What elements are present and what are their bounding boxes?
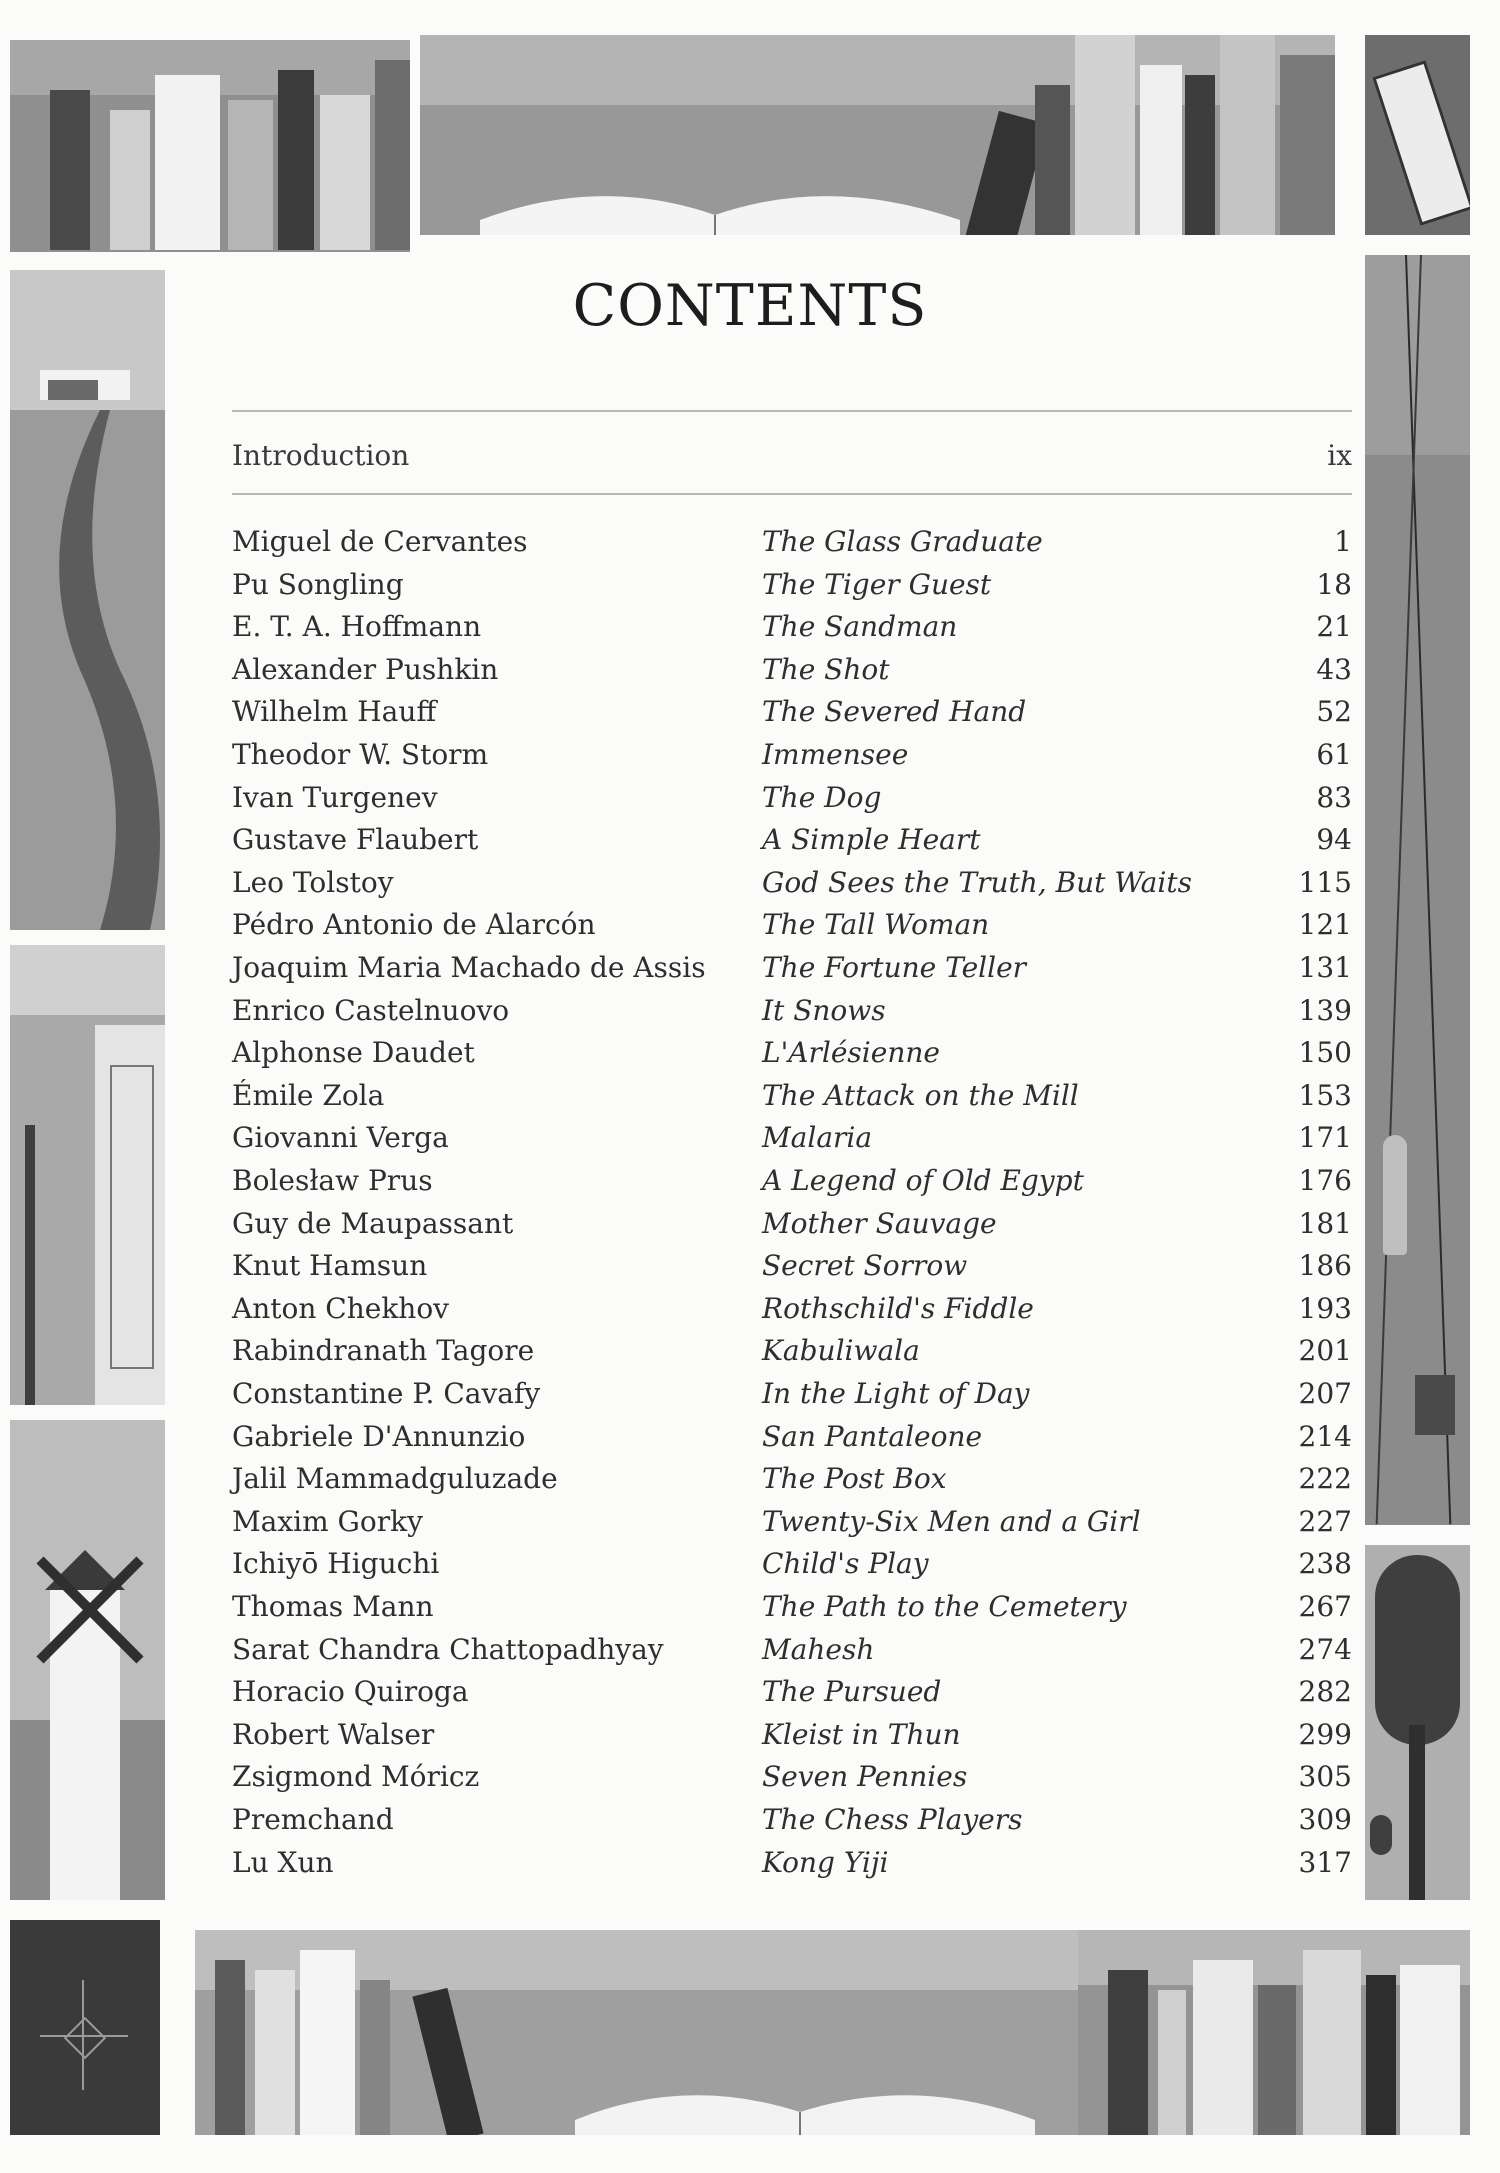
toc-page-number: 153 [1298,1078,1352,1112]
toc-story-title: Kabuliwala [762,1334,920,1368]
introduction-entry[interactable] [232,439,1352,472]
toc-page-number: 139 [1298,993,1352,1027]
toc-page-number: 309 [1298,1803,1352,1836]
toc-author: Alexander Pushkin [232,652,499,686]
toc-author: Ichiyō Higuchi [232,1547,440,1581]
toc-author: Horacio Quiroga [232,1675,469,1709]
fish-icon [1383,1135,1407,1255]
toc-story-title: The Severed Hand [762,695,1027,729]
toc-page-number: 150 [1298,1036,1352,1070]
toc-author: Émile Zola [232,1078,385,1112]
toc-story-title: A Simple Heart [762,823,981,857]
toc-page-number: 193 [1298,1291,1352,1325]
toc-entry[interactable] [232,908,1352,950]
toc-author: Lu Xun [232,1845,334,1879]
introduction-page: ix [1327,439,1352,472]
toc-story-title: The Post Box [762,1462,947,1496]
toc-page-number: 115 [1298,865,1352,899]
toc-story-title: The Tall Woman [762,908,990,942]
trees-panel-right [1365,1545,1470,1900]
toc-story-title: The Attack on the Mill [762,1078,1079,1112]
toc-entry[interactable] [232,1760,1352,1802]
toc-entry[interactable] [232,1675,1352,1717]
toc-entry[interactable] [232,1249,1352,1291]
fishing-line-panel-right [1365,255,1470,1525]
toc-author: Guy de Maupassant [232,1206,514,1240]
toc-page-number: 43 [1316,652,1352,686]
toc-entry[interactable] [232,1164,1352,1206]
star-panel-bottom-left [10,1920,160,2135]
toc-author: Premchand [232,1803,394,1836]
toc-story-title: Malaria [762,1121,873,1155]
contents-page [180,255,1352,1910]
toc-page-number: 274 [1298,1632,1352,1666]
toc-entry[interactable] [232,610,1352,652]
toc-story-title: Rothschild's Fiddle [762,1291,1034,1325]
spool-icon [1415,1375,1455,1435]
road-landscape-panel-left [10,270,165,930]
toc-page-number: 299 [1298,1717,1352,1751]
toc-entry[interactable] [232,866,1352,908]
open-book-icon [555,2050,1055,2135]
toc-author: Giovanni Verga [232,1121,449,1155]
toc-page-number: 21 [1316,610,1352,644]
toc-entry[interactable] [232,695,1352,737]
toc-author: Wilhelm Hauff [232,695,437,729]
toc-entry[interactable] [232,1377,1352,1419]
open-book-icon [460,155,980,235]
toc-author: Maxim Gorky [232,1504,423,1538]
toc-author: Knut Hamsun [232,1249,428,1283]
toc-entry[interactable] [232,1121,1352,1163]
road-icon [10,410,165,930]
toc-author: Anton Chekhov [232,1291,449,1325]
toc-author: Gustave Flaubert [232,823,479,857]
toc-entry[interactable] [232,525,1352,567]
toc-author: Alphonse Daudet [232,1036,475,1070]
toc-entry[interactable] [232,1079,1352,1121]
toc-entry[interactable] [232,1420,1352,1462]
toc-entry[interactable] [232,781,1352,823]
toc-author: Sarat Chandra Chattopadhyay [232,1632,664,1666]
toc-page-number: 61 [1316,738,1352,771]
windmill-panel-left [10,1420,165,1900]
toc-entry[interactable] [232,823,1352,865]
divider-bottom [232,493,1352,495]
toc-page-number: 214 [1298,1419,1352,1453]
toc-entry[interactable] [232,951,1352,993]
toc-entry[interactable] [232,738,1352,780]
toc-page-number: 305 [1298,1760,1352,1794]
toc-author: Bolesław Prus [232,1164,433,1197]
toc-author: Thomas Mann [232,1590,434,1623]
toc-story-title: The Glass Graduate [762,525,1043,558]
toc-page-number: 201 [1298,1334,1352,1368]
toc-entry[interactable] [232,1036,1352,1078]
bookshelf-panel-top-left [10,40,410,252]
toc-page-number: 18 [1316,567,1352,601]
toc-entry[interactable] [232,1334,1352,1376]
toc-story-title: In the Light of Day [762,1377,1030,1410]
toc-entry[interactable] [232,1633,1352,1675]
toc-entry[interactable] [232,1846,1352,1888]
toc-entry[interactable] [232,1590,1352,1632]
toc-entry[interactable] [232,1292,1352,1334]
toc-entry[interactable] [232,994,1352,1036]
toc-story-title: The Fortune Teller [762,951,1027,984]
toc-page-number: 83 [1316,780,1352,814]
door-panel-left [10,945,165,1405]
toc-author: Jalil Mammadguluzade [232,1462,558,1496]
toc-page-number: 181 [1298,1206,1352,1240]
toc-author: Robert Walser [232,1717,435,1751]
toc-author: Joaquim Maria Machado de Assis [232,951,706,984]
toc-story-title: Kong Yiji [762,1845,889,1879]
toc-story-title: Seven Pennies [762,1760,968,1794]
toc-page-number: 317 [1298,1845,1352,1879]
toc-page-number: 131 [1298,951,1352,984]
toc-author: Ivan Turgenev [232,780,438,814]
toc-page-number: 267 [1298,1590,1352,1623]
toc-story-title: The Pursued [762,1675,942,1709]
toc-entry[interactable] [232,1547,1352,1589]
toc-page-number: 282 [1298,1675,1352,1709]
toc-page-number: 238 [1298,1547,1352,1581]
toc-story-title: The Dog [762,780,882,814]
toc-story-title: Mother Sauvage [762,1206,997,1240]
toc-page-number: 222 [1298,1462,1352,1496]
star-icon [64,2017,106,2059]
toc-entry[interactable] [232,653,1352,695]
toc-author: Zsigmond Móricz [232,1760,480,1794]
toc-story-title: It Snows [762,993,886,1027]
toc-story-title: A Legend of Old Egypt [762,1164,1084,1197]
toc-story-title: Twenty-Six Men and a Girl [762,1504,1141,1538]
toc-page-number: 121 [1298,908,1352,942]
toc-author: Miguel de Cervantes [232,525,528,558]
toc-author: Gabriele D'Annunzio [232,1419,526,1453]
phone-panel-top-right [1365,35,1470,235]
toc-page-number: 176 [1298,1164,1352,1197]
toc-page-number: 186 [1298,1249,1352,1283]
toc-entry[interactable] [232,1207,1352,1249]
toc-story-title: San Pantaleone [762,1419,983,1453]
toc-story-title: The Tiger Guest [762,567,992,601]
toc-story-title: L'Arlésienne [762,1036,940,1070]
toc-story-title: The Sandman [762,610,958,644]
toc-story-title: Child's Play [762,1547,929,1581]
tree-icon [1375,1555,1460,1745]
page-title: CONTENTS [572,273,928,339]
introduction-label: Introduction [232,439,410,472]
toc-story-title: Kleist in Thun [762,1717,961,1751]
toc-entry[interactable] [232,568,1352,610]
toc-page-number: 94 [1316,823,1352,857]
open-book-panel-top [420,35,1335,235]
toc-page-number: 227 [1298,1504,1352,1538]
toc-entry[interactable] [232,1505,1352,1547]
toc-story-title: Secret Sorrow [762,1249,968,1283]
windmill-icon [30,1540,150,1680]
toc-page-number: 1 [1334,525,1352,558]
toc-story-title: The Shot [762,652,890,686]
open-book-panel-bottom [195,1930,1080,2135]
toc-author: Pu Songling [232,567,404,601]
toc-page-number: 171 [1298,1121,1352,1155]
toc-page-number: 52 [1316,695,1352,729]
toc-author: Theodor W. Storm [232,738,489,771]
toc-entry[interactable] [232,1718,1352,1760]
toc-story-title: God Sees the Truth, But Waits [762,865,1192,899]
divider-top [232,410,1352,412]
toc-author: E. T. A. Hoffmann [232,610,482,644]
toc-story-title: The Path to the Cemetery [762,1590,1127,1623]
toc-author: Constantine P. Cavafy [232,1377,541,1410]
toc-story-title: The Chess Players [762,1803,1023,1836]
toc-author: Pédro Antonio de Alarcón [232,908,596,942]
toc-author: Rabindranath Tagore [232,1334,535,1368]
toc-author: Enrico Castelnuovo [232,993,510,1027]
toc-story-title: Immensee [762,738,909,771]
toc-story-title: Mahesh [762,1632,875,1666]
toc-page-number: 207 [1298,1377,1352,1410]
toc-entry[interactable] [232,1462,1352,1504]
toc-entry[interactable] [232,1803,1352,1845]
bookshelf-panel-bottom-right [1078,1930,1470,2135]
toc-author: Leo Tolstoy [232,865,394,899]
